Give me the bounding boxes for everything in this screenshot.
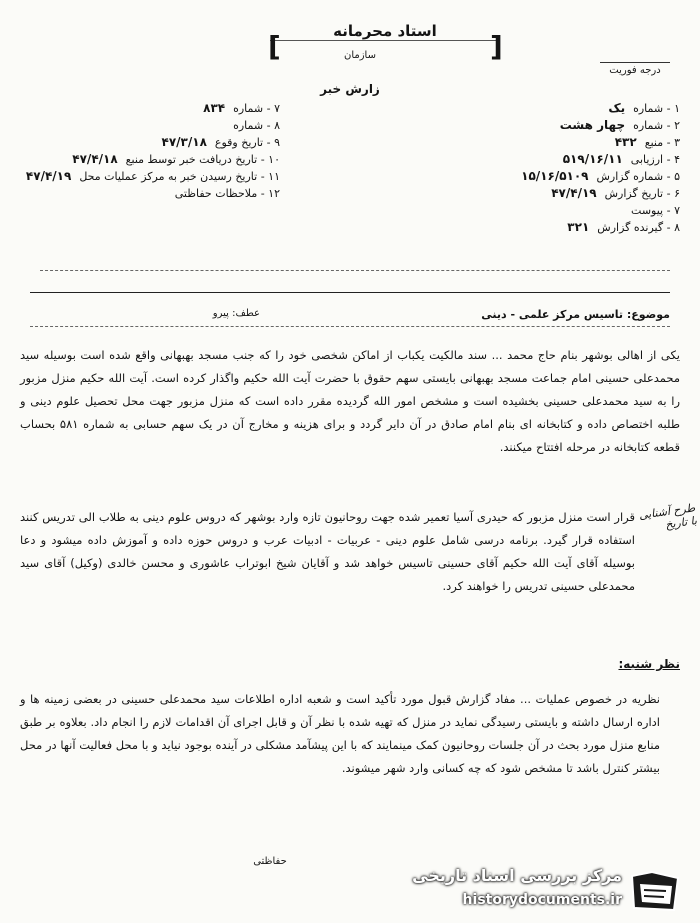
body-paragraph-2: قرار است منزل مزبور که حیدری آسیا تعمیر شده جهت روحانیون تازه وارد بوشهر که دروس علوم دینی به طلاب الی تدریس کنند استفاده قرار گیرد. برنامه درسی شامل علوم دینی - عربیات - ادبیات عرب و دروس حوزه داده و آموزش داده میشود و دعا بوسیله آقای آیت الله حکیم آقای حسینی تاسیس خواهد شد و آقایان شیخ ابوتراب عاشوری و محسن خالدی (وکیل) آقای سید محمدعلی حسینی تدریس را خواهند کرد. <box>20 510 635 593</box>
document-header-title: استاد محرمانه <box>270 22 500 41</box>
meta-row: ۹ - تاریخ وقوع ۴۷/۳/۱۸ <box>161 135 280 149</box>
header-right-bracket: ] <box>490 30 503 63</box>
handwritten-margin-note: طرح آشنایی با تاریخ <box>638 501 698 532</box>
divider-solid <box>30 292 670 293</box>
folder-logo-icon <box>626 864 684 916</box>
body-paragraph-1: یکی از اهالی بوشهر بنام حاج محمد ... سند مالکیت یکباب از اماکن شخصی خود را که جنب مسجد بهبهانی واقع شده است بوسیله سید محمدعلی حسینی امام جماعت مسجد بهبهانی بایستی سهم حقوق با حضرت آیت الله حکیم واگذار کرده است. آیت الله حکیم منزل مزبور را به سید محمدعلی حسینی بخشیده است و مشخص امور الله گردیده مقرر داده است که منزل مزبور جهت محل تحصیل علوم دینی و طلبه اختصاص داده و کتابخانه ای بنام امام صادق در آن دایر گردد و برای هزینه و مخارج آن در یک سهم حسابی به شماره ۵۸۱ بحساب قطعه کتابخانه در مرحله افتتاح میکنند. <box>20 348 680 454</box>
subject-line: موضوع: تاسیس مرکز علمی - دینی <box>481 308 670 321</box>
watermark-site: historydocuments.ir <box>462 892 622 908</box>
meta-row: ۸ - گیرنده گزارش ۳۲۱ <box>567 220 680 234</box>
watermark-title: مرکز بررسی اسناد تاریخی <box>412 866 622 885</box>
organization-label: سازمان <box>343 50 376 61</box>
notes-paragraph: نظریه در خصوص عملیات ... مفاد گزارش قبول مورد تأکید است و شعبه اداره اطلاعات سید محمدعلی حسینی در بعضی زمینه ها و اداره ارسال داشته و بایستی رسیدگی نماید در منزل که تهیه شده با نظر آن و قابل اجرای آن اقدامات لازم را انجام داد. بعلاوه بر طبق منابع منزل مورد بحث در آن جلسات روحانیون کمک مینمایند که با این پیشآمد مشکلی در آینده بوجود نیاید و با محل فعالیت آنها در محل بیشتر کنترل باشد تا مشخص شود که چه کسانی وارد شهر میشوند. <box>20 692 660 775</box>
notes-heading: نظر شنبه: <box>618 657 680 671</box>
meta-row: ۷ - پیوست <box>631 204 680 217</box>
classification-label: درجه فوریت <box>600 62 670 76</box>
reference-label: عطف: پیرو <box>212 308 260 319</box>
meta-row: ۴ - ارزیابی ۵۱۹/۱۶/۱۱ <box>562 152 680 166</box>
meta-row: ۲ - شماره چهار هشت <box>559 118 680 132</box>
meta-row: ۱۰ - تاریخ دریافت خبر توسط منبع ۴۷/۴/۱۸ <box>72 152 280 166</box>
meta-row: ۷ - شماره ۸۳۴ <box>203 101 280 115</box>
meta-row: ۳ - منبع ۴۳۲ <box>614 135 680 149</box>
archive-logo-icon <box>626 864 684 916</box>
meta-row: ۱۱ - تاریخ رسیدن خبر به مرکز عملیات محل ۴۷/۴/۱۹ <box>25 169 280 183</box>
metadata-right-block <box>470 100 680 236</box>
signature: حفاظتی <box>253 856 287 867</box>
report-title: زارش خبر <box>320 82 380 96</box>
meta-row: ۱۲ - ملاحظات حفاظتی <box>174 187 280 200</box>
divider-dashed <box>30 326 670 327</box>
meta-row: ۱ - شماره یک <box>608 101 680 115</box>
divider-dashed <box>40 270 670 271</box>
header-left-bracket: [ <box>268 30 281 63</box>
meta-row: ۶ - تاریخ گزارش ۴۷/۴/۱۹ <box>551 186 680 200</box>
metadata-left-block <box>25 100 280 202</box>
meta-row: ۵ - شماره گزارش ۱۵/۱۶/۵۱۰۹ <box>521 169 680 183</box>
meta-row: ۸ - شماره <box>233 119 280 132</box>
